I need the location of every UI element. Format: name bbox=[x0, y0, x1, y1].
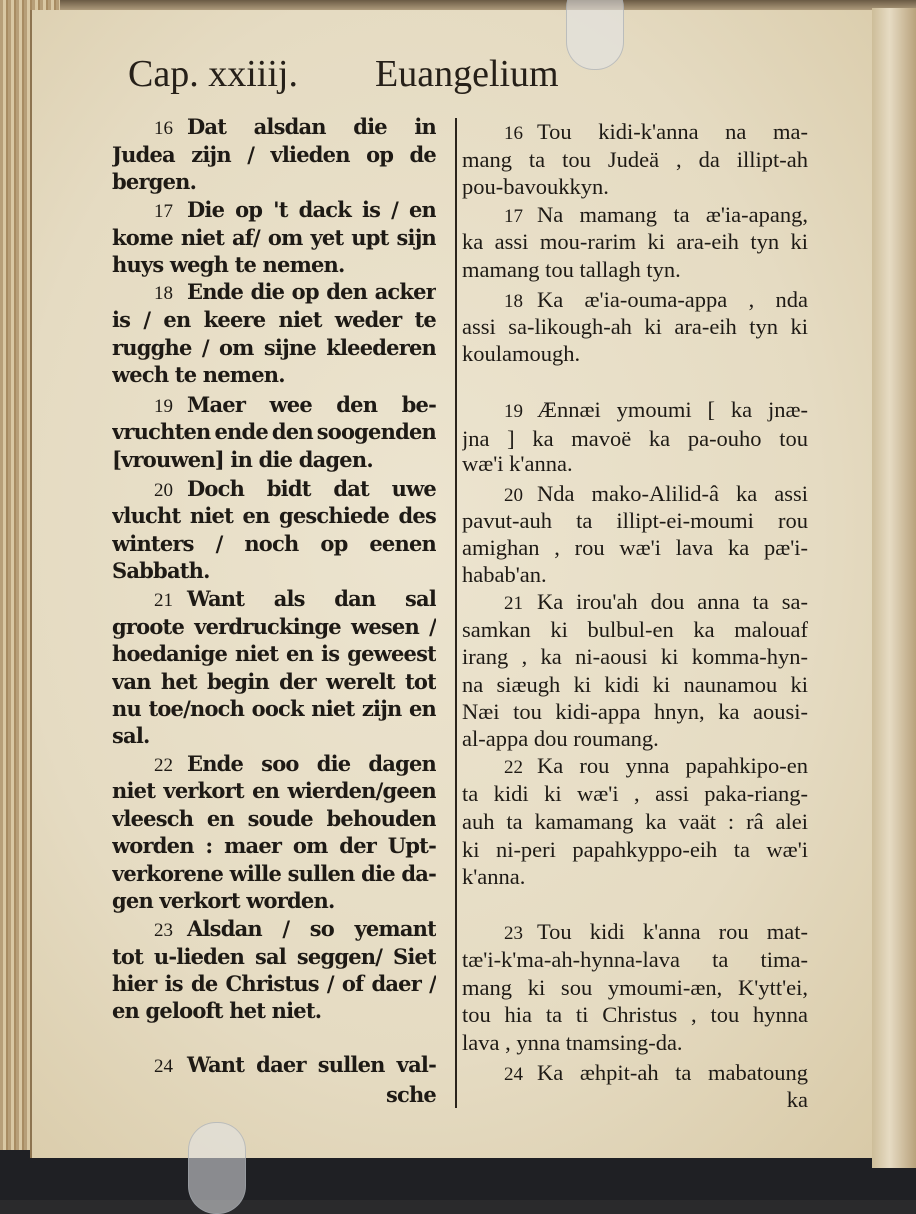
verse-text: ka assi mou-rarim ki ara-eih tyn ki bbox=[462, 229, 808, 254]
verse-line bbox=[462, 1002, 808, 1028]
verse-number: 16 bbox=[504, 123, 523, 144]
verse-text: mang ki sou ymoumi-æn, K'ytt'ei, bbox=[462, 975, 808, 1000]
verse-line bbox=[462, 508, 808, 534]
verse-text: hoedanige niet en is geweest bbox=[112, 641, 436, 666]
verse-line bbox=[462, 726, 808, 752]
verse-line bbox=[462, 644, 808, 670]
verse-text: mamang tou tallagh tyn. bbox=[462, 257, 681, 282]
verse-number: 24 bbox=[504, 1064, 523, 1085]
verse-text: Ka rou ynna papahkipo-en bbox=[537, 753, 808, 778]
chapter-heading: Cap. xxiiij. bbox=[128, 53, 298, 95]
verse-line bbox=[462, 451, 808, 477]
verse-text: Sabbath. bbox=[112, 558, 210, 583]
verse-line bbox=[112, 641, 436, 667]
verse-text: niet verkort en wierden/geen bbox=[112, 778, 436, 803]
page-clip bbox=[566, 0, 624, 70]
verse-text: Ka irou'ah dou anna ta sa- bbox=[537, 589, 808, 614]
verse-line bbox=[462, 341, 808, 367]
verse-line bbox=[462, 589, 808, 615]
verse-line bbox=[462, 919, 808, 945]
verse-text: ta kidi ki wæ'i , assi paka-riang- bbox=[462, 781, 808, 806]
verse-text: auh ta kamamang ka vaät : râ alei bbox=[462, 809, 808, 834]
verse-text: Tou kidi-k'anna na ma- bbox=[537, 119, 808, 144]
verse-line bbox=[112, 114, 436, 140]
verse-text: rugghe / om sijne kleederen bbox=[112, 335, 436, 360]
verse-number: 18 bbox=[154, 283, 173, 304]
verse-text: lava , ynna tnamsing-da. bbox=[462, 1030, 683, 1055]
verse-text: Alsdan / so yemant bbox=[187, 916, 436, 941]
verse-line bbox=[462, 481, 808, 507]
verse-line bbox=[462, 562, 808, 588]
verse-text: ki ni-peri papahkyppo-eih ta wæ'i bbox=[462, 837, 808, 862]
verse-text: vruchten ende den soogenden bbox=[112, 419, 436, 444]
verse-text: groote verdruckinge wesen / bbox=[112, 614, 436, 639]
verse-line bbox=[112, 806, 436, 832]
verse-text: vlucht niet en geschiede des bbox=[112, 503, 436, 528]
verse-text: is / en keere niet weder te bbox=[112, 307, 436, 332]
verse-text: samkan ki bulbul-en ka malouaf bbox=[462, 617, 808, 642]
verse-line bbox=[462, 617, 808, 643]
verse-line bbox=[462, 314, 808, 340]
verse-line bbox=[462, 287, 808, 313]
verse-line bbox=[112, 447, 436, 473]
verse-line bbox=[112, 1052, 436, 1078]
verse-number: 20 bbox=[504, 485, 523, 506]
verse-text: assi sa-likough-ah ki ara-eih tyn ki bbox=[462, 314, 808, 339]
verse-line bbox=[112, 335, 436, 361]
verse-number: 23 bbox=[504, 923, 523, 944]
verse-line bbox=[462, 753, 808, 779]
verse-line bbox=[112, 778, 436, 804]
verse-text: worden : maer om der Upt- bbox=[112, 833, 436, 858]
verse-line bbox=[112, 307, 436, 333]
verse-line bbox=[462, 535, 808, 561]
verse-line bbox=[462, 975, 808, 1001]
verse-line bbox=[112, 614, 436, 640]
verse-text: huys wegh te nemen. bbox=[112, 252, 345, 277]
verse-line bbox=[462, 699, 808, 725]
verse-text: sche bbox=[385, 1082, 436, 1107]
verse-line bbox=[462, 864, 808, 890]
verse-line bbox=[112, 669, 436, 695]
verse-text: Nda mako-Alilid-â ka assi bbox=[537, 481, 808, 506]
verse-number: 19 bbox=[504, 401, 523, 422]
verse-line bbox=[112, 476, 436, 502]
page-clip bbox=[188, 1122, 246, 1214]
verse-number: 17 bbox=[504, 206, 523, 227]
verse-line bbox=[112, 998, 436, 1024]
verse-line bbox=[112, 944, 436, 970]
verse-line bbox=[462, 1087, 808, 1113]
verse-number: 23 bbox=[154, 920, 173, 941]
verse-line bbox=[462, 781, 808, 807]
verse-text: Dat alsdan die in bbox=[187, 114, 436, 139]
verse-line bbox=[112, 142, 436, 168]
verse-line bbox=[112, 861, 436, 887]
verse-text: wech te nemen. bbox=[112, 362, 285, 387]
verse-line bbox=[112, 751, 436, 777]
verse-line bbox=[112, 503, 436, 529]
verse-text: jna ] ka mavoë ka pa-ouho tou bbox=[462, 426, 808, 451]
facing-page-edge bbox=[872, 8, 916, 1168]
verse-text: Ende die op den acker bbox=[187, 279, 436, 304]
verse-number: 17 bbox=[154, 201, 173, 222]
verse-line bbox=[462, 426, 808, 452]
verse-text: sal. bbox=[112, 723, 150, 748]
verse-number: 18 bbox=[504, 291, 523, 312]
verse-number: 16 bbox=[154, 118, 173, 139]
verse-line bbox=[112, 916, 436, 942]
verse-line bbox=[462, 1030, 808, 1056]
verse-line bbox=[112, 392, 436, 418]
verse-text: na siæugh ki kidi ki naunamou ki bbox=[462, 672, 808, 697]
verse-text: pavut-auh ta illipt-ei-moumi rou bbox=[462, 508, 808, 533]
verse-number: 22 bbox=[504, 757, 523, 778]
verse-text: al-appa dou roumang. bbox=[462, 726, 659, 751]
verse-text: Die op 't dack is / en bbox=[187, 197, 436, 222]
verse-line bbox=[462, 174, 808, 200]
verse-text: wæ'i k'anna. bbox=[462, 451, 573, 476]
verse-text: hier is de Christus / of daer / bbox=[112, 971, 436, 996]
verse-text: Tou kidi k'anna rou mat- bbox=[537, 919, 808, 944]
verse-number: 21 bbox=[504, 593, 523, 614]
verse-line bbox=[112, 723, 436, 749]
verse-text: Ka æ'ia-ouma-appa , nda bbox=[537, 287, 808, 312]
verse-text: van het begin der werelt tot bbox=[112, 669, 436, 694]
verse-text: gen verkort worden. bbox=[112, 888, 335, 913]
verse-line bbox=[112, 279, 436, 305]
verse-line bbox=[112, 971, 436, 997]
verse-text: Ænnæi ymoumi [ ka jnæ- bbox=[537, 397, 808, 422]
verse-text: tot u-lieden sal seggen/ Siet bbox=[112, 944, 436, 969]
verse-text: tæ'i-k'ma-ah-hynna-lava ta tima- bbox=[462, 947, 808, 972]
verse-text: vleesch en soude behouden bbox=[112, 806, 436, 831]
verse-line bbox=[462, 202, 808, 228]
verse-text: irang , ka ni-aousi ki komma-hyn- bbox=[462, 644, 808, 669]
verse-line bbox=[462, 809, 808, 835]
verse-text: verkorene wille sullen die da- bbox=[112, 861, 436, 886]
verse-text: amighan , rou wæ'i lava ka pæ'i- bbox=[462, 535, 808, 560]
verse-line bbox=[462, 1060, 808, 1086]
column-divider bbox=[455, 118, 457, 1108]
verse-text: tou hia ta ti Christus , tou hynna bbox=[462, 1002, 808, 1027]
verse-number: 20 bbox=[154, 480, 173, 501]
verse-line bbox=[112, 197, 436, 223]
verse-line bbox=[462, 837, 808, 863]
verse-line bbox=[112, 888, 436, 914]
verse-text: Want als dan sal bbox=[187, 586, 436, 611]
verse-line bbox=[462, 147, 808, 173]
verse-text: bergen. bbox=[112, 169, 197, 194]
verse-text: kome niet af/ om yet upt sijn bbox=[112, 225, 436, 250]
verse-text: pou-bavoukkyn. bbox=[462, 174, 609, 199]
verse-text: Maer wee den be- bbox=[187, 392, 436, 417]
verse-number: 24 bbox=[154, 1056, 173, 1077]
verse-text: ka bbox=[786, 1087, 808, 1112]
verse-text: nu toe/noch oock niet zijn en bbox=[112, 696, 436, 721]
verse-line bbox=[112, 531, 436, 557]
verse-line bbox=[112, 252, 436, 278]
verse-text: Næi tou kidi-appa hnyn, ka aousi- bbox=[462, 699, 808, 724]
verse-line bbox=[462, 119, 808, 145]
verse-line bbox=[112, 833, 436, 859]
verse-text: winters / noch op eenen bbox=[112, 531, 436, 556]
verse-line bbox=[112, 419, 436, 445]
verse-line bbox=[112, 558, 436, 584]
verse-line bbox=[462, 257, 808, 283]
verse-line bbox=[112, 696, 436, 722]
verse-line bbox=[112, 225, 436, 251]
verse-number: 21 bbox=[154, 590, 173, 611]
verse-line bbox=[112, 362, 436, 388]
verse-line bbox=[112, 586, 436, 612]
verse-line bbox=[112, 169, 436, 195]
verse-line bbox=[462, 229, 808, 255]
verse-text: Judea zijn / vlieden op de bbox=[112, 142, 436, 167]
verse-number: 19 bbox=[154, 396, 173, 417]
verse-line bbox=[462, 397, 808, 423]
verse-text: habab'an. bbox=[462, 562, 547, 587]
verse-line bbox=[462, 672, 808, 698]
verse-text: Na mamang ta æ'ia-apang, bbox=[537, 202, 808, 227]
verse-text: Ende soo die dagen bbox=[187, 751, 436, 776]
verse-line bbox=[462, 947, 808, 973]
verse-text: Ka æhpit-ah ta mabatoung bbox=[537, 1060, 808, 1085]
verse-number: 22 bbox=[154, 755, 173, 776]
verse-text: en gelooft het niet. bbox=[112, 998, 322, 1023]
verse-line bbox=[112, 1082, 436, 1108]
verse-text: Want daer sullen val- bbox=[187, 1052, 436, 1077]
verse-text: Doch bidt dat uwe bbox=[187, 476, 436, 501]
verse-text: [vrouwen] in die dagen. bbox=[112, 447, 373, 472]
running-title: Euangelium bbox=[375, 53, 559, 95]
verse-text: mang ta tou Judeä , da illipt-ah bbox=[462, 147, 808, 172]
verse-text: k'anna. bbox=[462, 864, 526, 889]
verse-text: koulamough. bbox=[462, 341, 581, 366]
